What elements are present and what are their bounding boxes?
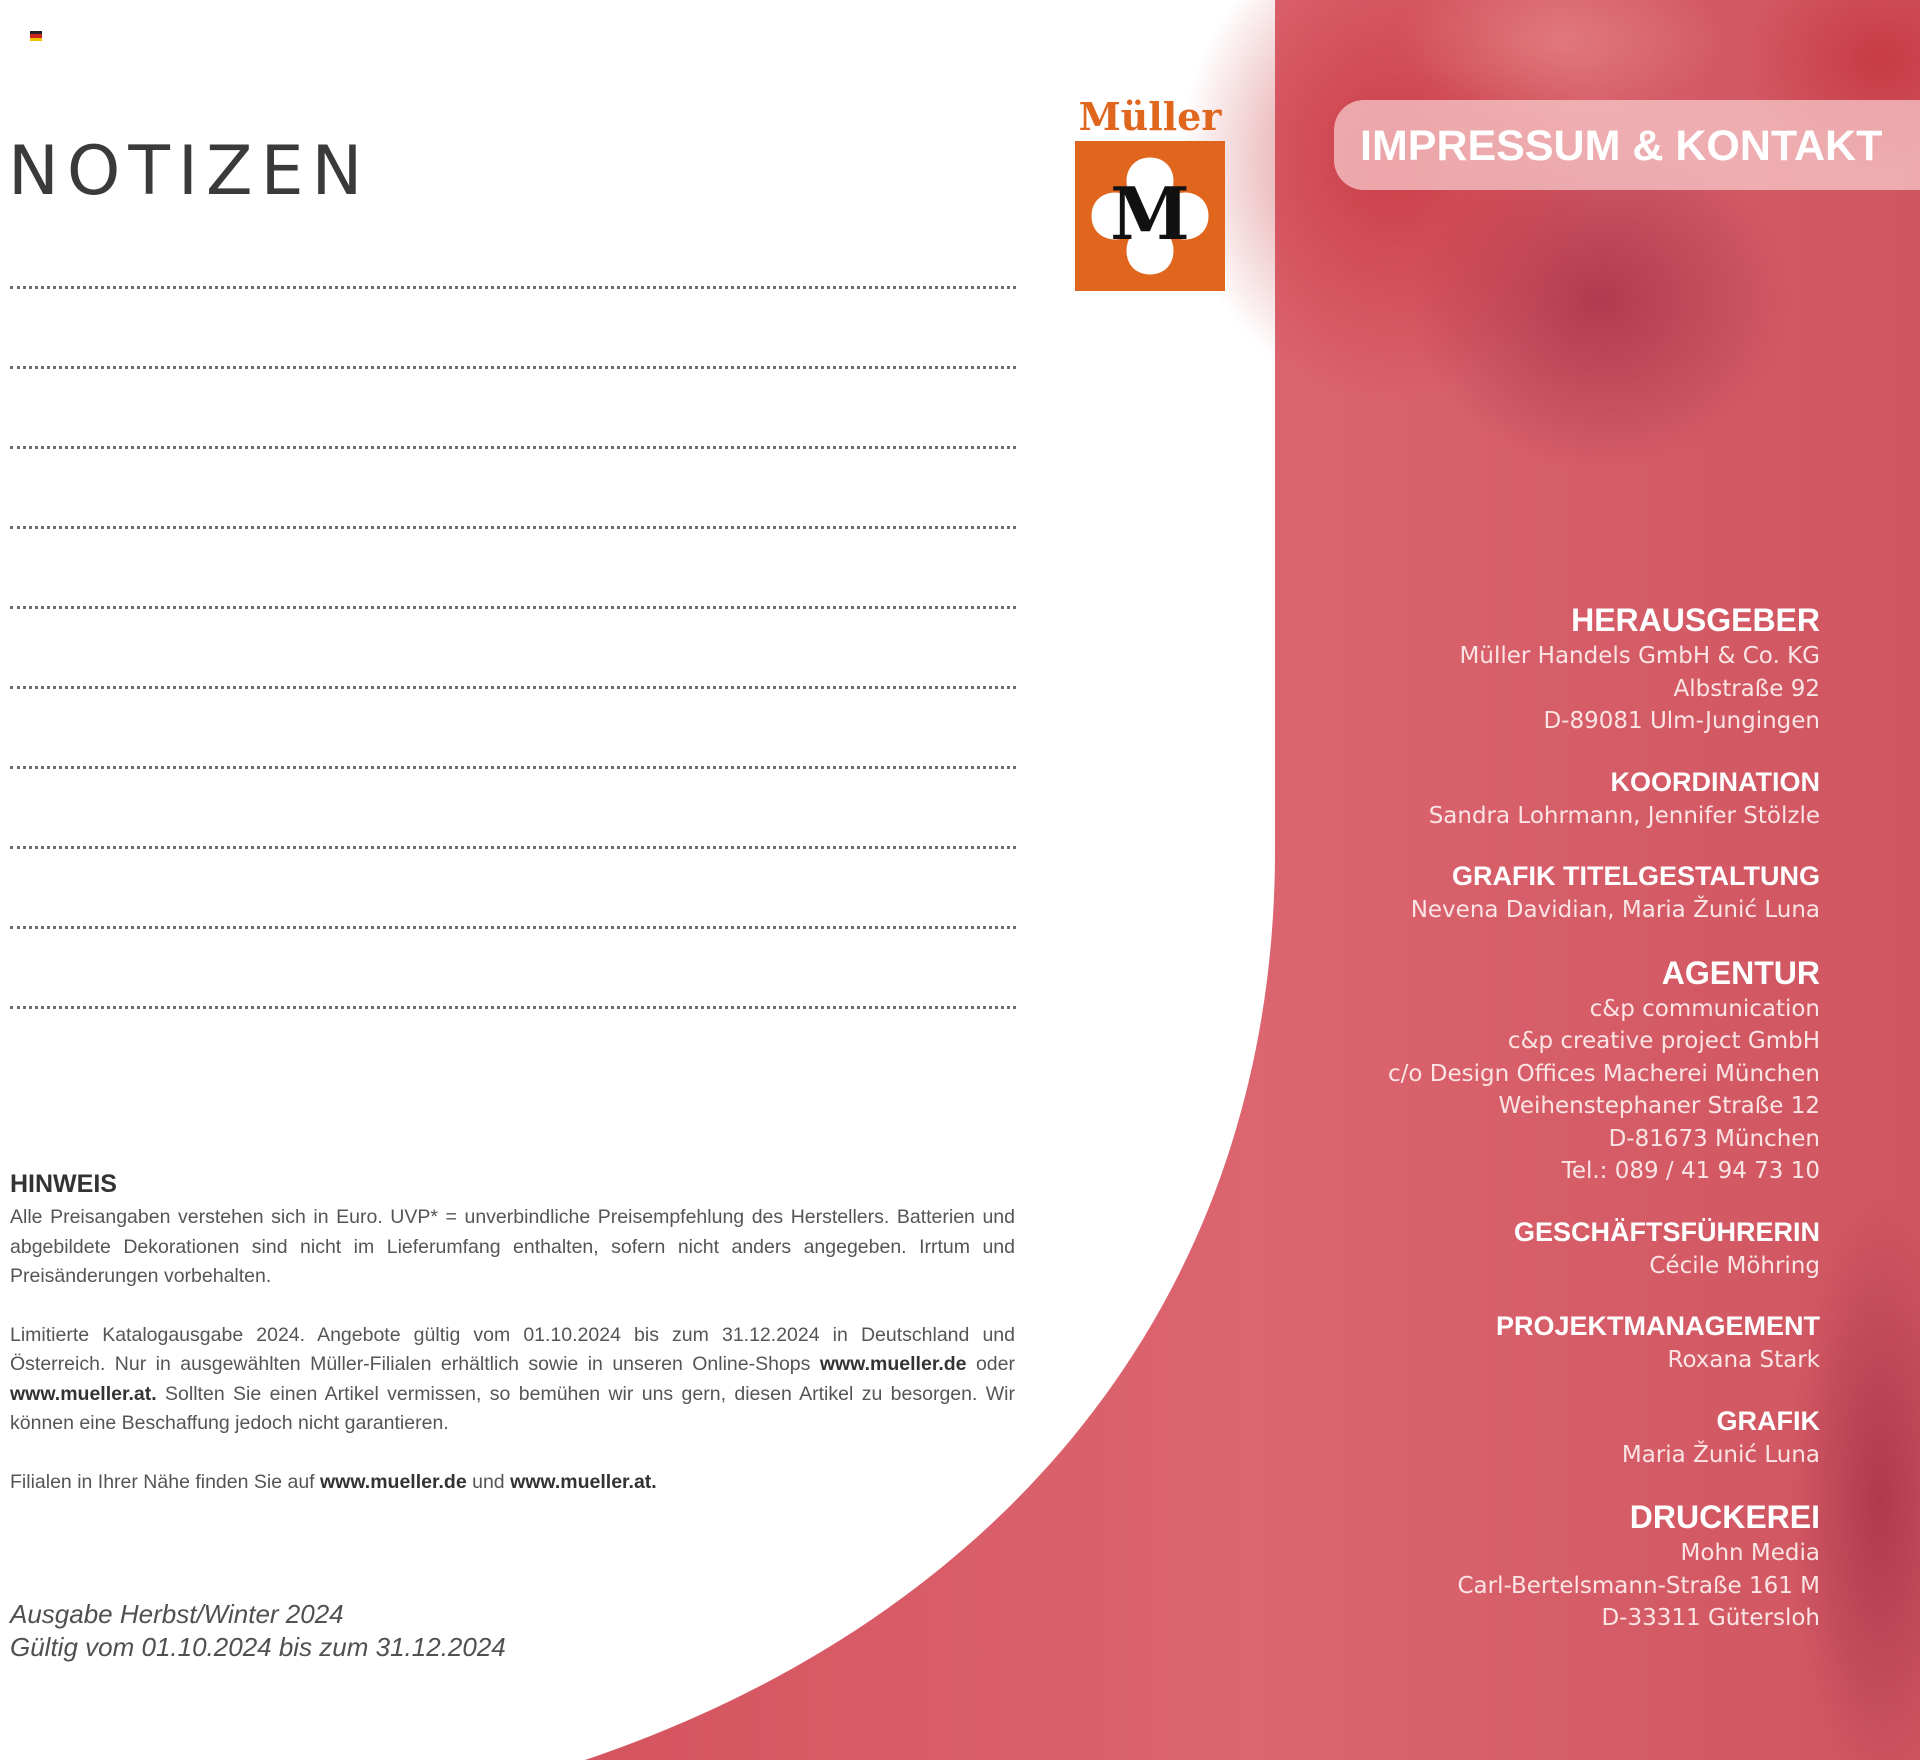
credit-title: HERAUSGEBER xyxy=(1571,602,1820,638)
note-line xyxy=(10,766,1016,769)
edition-info xyxy=(10,1598,506,1664)
credit-line: Albstraße 92 xyxy=(1673,675,1820,702)
impressum-banner xyxy=(1334,100,1920,190)
hinweis-title: HINWEIS xyxy=(10,1170,117,1198)
credit-line: c&p creative project GmbH xyxy=(1507,1028,1820,1054)
hinweis-paragraph-validity: Limitierte Katalogausgabe 2024. Angebote gültig vom 01.10.2024 bis zum 31.12.2024 in Deutschland und Österreich. Nur in ausgewählten Müller-Filialen erhältlich sowie in unseren Online-Shops www.mueller.de oder www.mueller.at. Sollten Sie einen Artikel vermissen, so bemühen wir uns gern, diesen Artikel zu besorgen. Wir können eine Beschaffung jedoch nicht garantieren. xyxy=(10,1323,1015,1434)
hinweis-paragraph-prices: Alle Preisangaben verstehen sich in Euro. UVP* = unverbindliche Preisempfehlung des Herstellers. Batterien und abgebildete Dekorationen sind nicht im Lieferumfang enthalten, sofern nicht anders angegeben. Irrtum und Preisänderungen vorbehalten. xyxy=(10,1206,1015,1287)
credit-section xyxy=(1260,764,1820,833)
credit-section xyxy=(1260,953,1820,1188)
link-mueller-de[interactable]: www.mueller.de xyxy=(819,1353,967,1375)
hinweis-section xyxy=(10,1170,1015,1526)
credit-section xyxy=(1260,1214,1820,1283)
note-line xyxy=(10,446,1016,449)
credit-title: GRAFIK TITELGESTALTUNG xyxy=(1452,861,1820,891)
logo-wordmark: Müller xyxy=(1078,94,1222,139)
credit-line: Mohn Media xyxy=(1680,1540,1820,1566)
credit-title: DRUCKEREI xyxy=(1629,1499,1820,1535)
credit-line: c&p communication xyxy=(1589,995,1820,1022)
link-mueller-de-stores[interactable]: www.mueller.de xyxy=(320,1470,467,1493)
credit-title: GRAFIK xyxy=(1716,1405,1820,1436)
credit-line: D-89081 Ulm-Jungingen xyxy=(1543,708,1820,734)
note-line xyxy=(10,606,1016,609)
note-line xyxy=(10,526,1016,529)
credit-line: Maria Žunić Luna xyxy=(1621,1441,1820,1468)
credit-line: Nevena Davidian, Maria Žunić Luna xyxy=(1410,897,1820,923)
credit-line: c/o Design Offices Macherei München xyxy=(1388,1060,1820,1087)
note-line xyxy=(10,366,1016,369)
credit-section xyxy=(1260,858,1820,927)
language-flag-icon[interactable] xyxy=(30,31,42,41)
credit-line: Weihenstephaner Straße 12 xyxy=(1498,1093,1820,1119)
credit-line: Sandra Lohrmann, Jennifer Stölzle xyxy=(1428,802,1820,829)
note-line xyxy=(10,926,1016,929)
credit-line: Cécile Möhring xyxy=(1649,1252,1820,1279)
credit-title: PROJEKTMANAGEMENT xyxy=(1495,1311,1820,1341)
credit-title: AGENTUR xyxy=(1661,954,1820,991)
impressum-title: IMPRESSUM & KONTAKT xyxy=(1360,122,1883,170)
link-mueller-at-stores[interactable]: www.mueller.at. xyxy=(510,1470,657,1493)
credit-section xyxy=(1260,1403,1820,1472)
credit-line: Tel.: 089 / 41 94 73 10 xyxy=(1561,1158,1820,1184)
notes-title: NOTIZEN xyxy=(8,132,371,211)
notes-lines xyxy=(10,286,1016,1086)
credit-line: Müller Handels GmbH & Co. KG xyxy=(1459,643,1820,669)
note-line xyxy=(10,1006,1016,1009)
mueller-logo xyxy=(1070,96,1230,296)
credit-section xyxy=(1260,600,1820,738)
credit-line: D-81673 München xyxy=(1608,1125,1820,1152)
logo-letter: M xyxy=(1110,171,1190,256)
credit-line: Carl-Bertelsmann-Straße 161 M xyxy=(1457,1572,1820,1599)
validity-line: Gültig vom 01.10.2024 bis zum 31.12.2024 xyxy=(10,1632,506,1662)
note-line xyxy=(10,846,1016,849)
credit-title: GESCHÄFTSFÜHRERIN xyxy=(1513,1216,1820,1247)
impressum-credits xyxy=(1260,600,1820,1661)
credit-section xyxy=(1260,1497,1820,1635)
credit-title: KOORDINATION xyxy=(1610,766,1820,797)
hinweis-paragraph-stores: Filialen in Ihrer Nähe finden Sie auf www.mueller.de und www.mueller.at. xyxy=(10,1470,657,1493)
note-line xyxy=(10,286,1016,289)
credit-section xyxy=(1260,1308,1820,1377)
credit-line: D-33311 Gütersloh xyxy=(1601,1605,1820,1631)
edition-line: Ausgabe Herbst/Winter 2024 xyxy=(10,1599,344,1629)
link-mueller-at[interactable]: www.mueller.at. xyxy=(10,1382,157,1405)
note-line xyxy=(10,686,1016,689)
credit-line: Roxana Stark xyxy=(1667,1347,1820,1373)
